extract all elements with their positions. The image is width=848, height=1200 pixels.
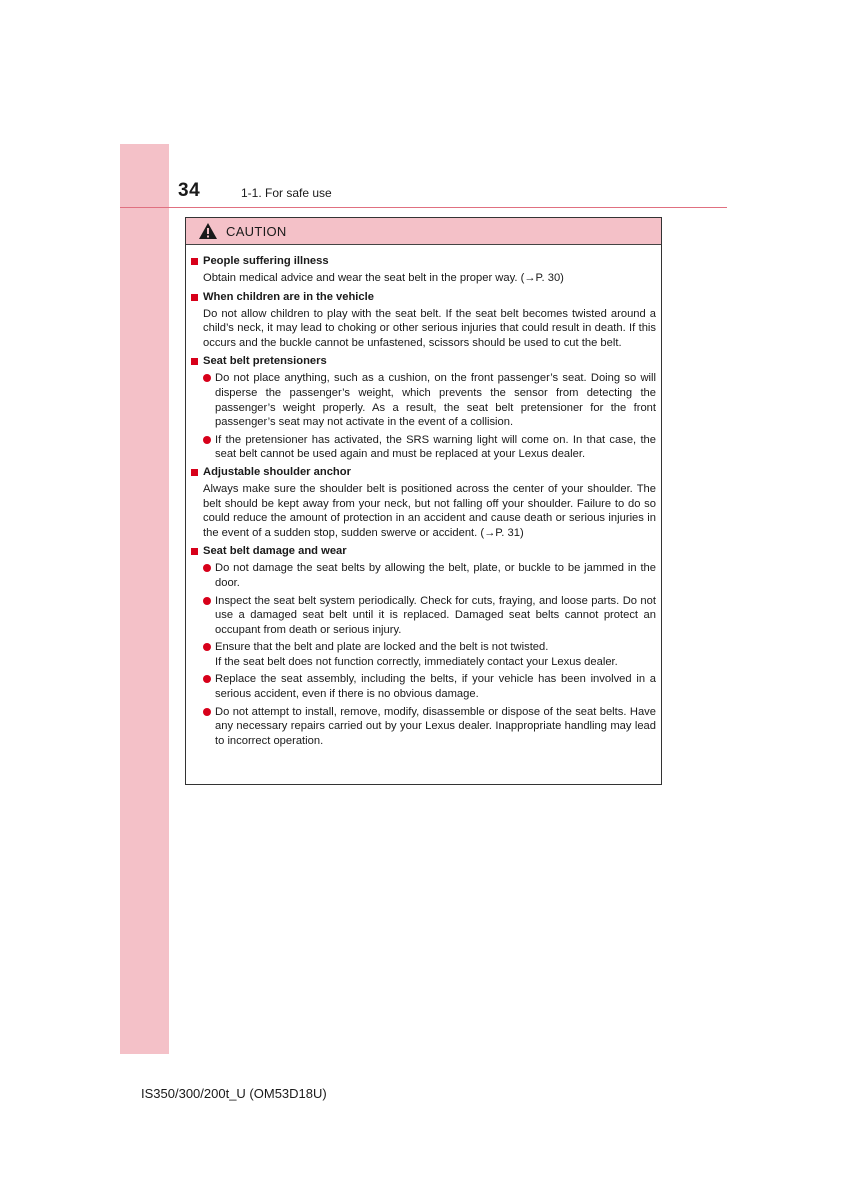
caution-item [191, 254, 656, 286]
bullet-item [203, 705, 656, 749]
bullet-text: Do not place anything, such as a cushion, on the front passenger’s seat. Doing so will disperse the passenger’s weight, which prevents the sensor from detecting the passenger’s weight properly. As a result, the seat belt pretensioner for the front passenger’s seat may not activate in the event of a collision. [215, 372, 656, 429]
item-heading [191, 290, 656, 305]
round-bullet-icon [203, 436, 211, 444]
model-code: IS350/300/200t_U (OM53D18U) [141, 1086, 327, 1101]
bullet-text: Replace the seat assembly, including the belts, if your vehicle has been involved in a serious accident, even if there is no obvious damage. [215, 673, 656, 701]
bullet-text: Do not attempt to install, remove, modify, disassemble or dispose of the seat belts. Have any necessary repairs carried out by your Lexus dealer. Inappropriate handling may lead to incorrect operation. [215, 705, 656, 747]
warning-triangle-icon [198, 222, 218, 240]
section-title: 1-1. For safe use [241, 186, 332, 200]
bullet-item [203, 561, 656, 590]
round-bullet-icon [203, 643, 211, 651]
page-number: 34 [178, 180, 201, 201]
caution-item [191, 465, 656, 540]
header-divider [120, 207, 727, 208]
caution-body [186, 245, 661, 748]
round-bullet-icon [203, 564, 211, 572]
bullet-text: Do not damage the seat belts by allowing the belt, plate, or buckle to be jammed in the door. [215, 562, 656, 589]
item-heading-text: Seat belt pretensioners [203, 355, 327, 368]
round-bullet-icon [203, 675, 211, 683]
square-bullet-icon [191, 358, 198, 365]
item-heading [191, 354, 656, 369]
item-heading [191, 544, 656, 559]
item-heading-text: Seat belt damage and wear [203, 545, 347, 558]
caution-header [186, 218, 661, 245]
bullet-item [203, 433, 656, 462]
square-bullet-icon [191, 294, 198, 301]
caution-item [191, 354, 656, 462]
bullet-text: Ensure that the belt and plate are locked and the belt is not twisted. If the seat belt does not function correctly, immediately contact your Lexus dealer. [215, 641, 618, 668]
bullet-text: Inspect the seat belt system periodically. Check for cuts, fraying, and loose parts. Do not use a damaged seat belt until it is replaced. Damaged seat belts cannot protect an occupant from death or serious injury. [215, 594, 656, 636]
bullet-text: If the pretensioner has activated, the SRS warning light will come on. In that case, the seat belt cannot be used again and must be replaced at your Lexus dealer. [215, 433, 656, 461]
square-bullet-icon [191, 258, 198, 265]
bullet-item [203, 640, 656, 669]
item-paragraph: Obtain medical advice and wear the seat belt in the proper way. (→P. 30) [203, 272, 564, 284]
caution-item [191, 290, 656, 351]
item-heading-text: When children are in the vehicle [203, 290, 374, 303]
item-heading-text: People suffering illness [203, 255, 329, 267]
round-bullet-icon [203, 708, 211, 716]
bullet-item [203, 594, 656, 638]
bullet-item [203, 672, 656, 701]
item-heading [191, 254, 656, 269]
caution-item [191, 544, 656, 748]
caution-title: CAUTION [226, 223, 287, 239]
item-paragraph: Always make sure the shoulder belt is positioned across the center of your shoulder. The belt should be kept away from your neck, but not falling off your shoulder. Failure to do so could reduce the amount of protection in an accident and cause death or serious injuries in the event of a sudden stop, sudden swerve or accident. (→P. 31) [203, 482, 656, 539]
square-bullet-icon [191, 548, 198, 555]
square-bullet-icon [191, 469, 198, 476]
side-tab [120, 144, 169, 1054]
round-bullet-icon [203, 597, 211, 605]
round-bullet-icon [203, 374, 211, 382]
bullet-item [203, 371, 656, 429]
item-heading-text: Adjustable shoulder anchor [203, 465, 351, 478]
item-heading [191, 465, 656, 480]
item-paragraph: Do not allow children to play with the seat belt. If the seat belt becomes twisted around a child’s neck, it may lead to choking or other serious injuries that could result in death. If this occurs and the buckle cannot be unfastened, scissors should be used to cut the belt. [203, 307, 656, 349]
caution-box [185, 217, 662, 785]
